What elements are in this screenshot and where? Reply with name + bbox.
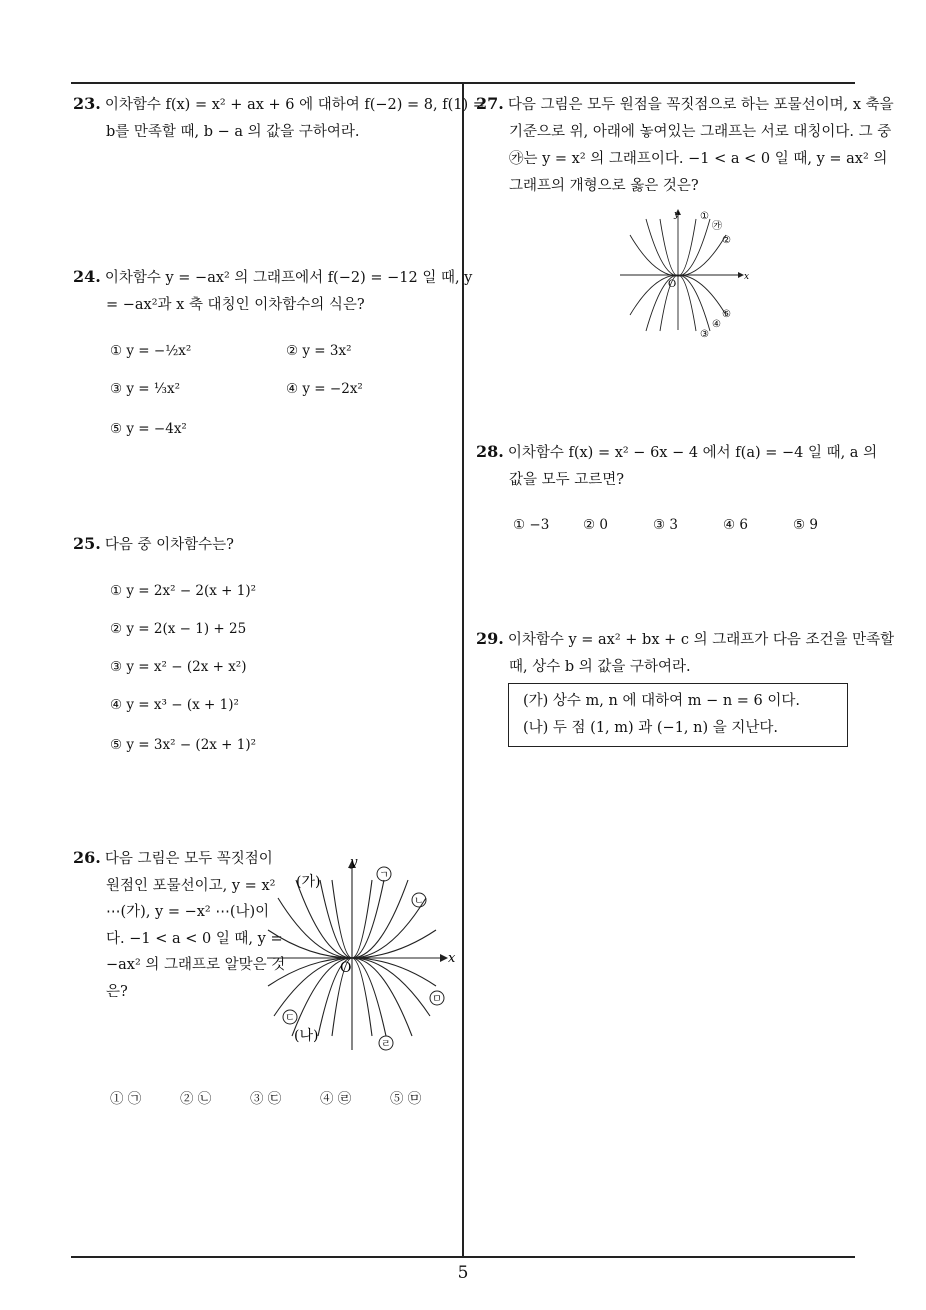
choice-1[interactable]: ① y = 2x² − 2(x + 1)² xyxy=(110,583,257,599)
graph-label: ② xyxy=(722,235,731,246)
parabola-figure-26 xyxy=(262,850,462,1055)
graph-label: x xyxy=(744,272,750,282)
graph-label: y xyxy=(350,855,358,870)
question-number: 29. xyxy=(476,629,504,648)
question-number: 23. xyxy=(73,94,101,113)
graph-label: y xyxy=(674,210,680,220)
choice-2[interactable]: ② ㉡ xyxy=(180,1091,212,1107)
choice-3[interactable]: ③ y = ⅓x² xyxy=(110,381,181,397)
graph-label: O xyxy=(340,960,352,976)
question-number: 26. xyxy=(73,848,101,867)
graph-label: (가) xyxy=(296,874,321,890)
graph-label: ④ xyxy=(712,319,721,330)
graph-label: ㅁ xyxy=(432,994,442,1005)
question-text: 이차함수 y = ax² + bx + c 의 그래프가 다음 조건을 만족할 때, 상수 b 의 값을 구하여라. xyxy=(507,632,895,675)
choice-2[interactable]: ② y = 2(x − 1) + 25 xyxy=(110,621,247,637)
choice-2[interactable]: ② 0 xyxy=(583,517,608,533)
choice-1[interactable]: ① y = −½x² xyxy=(110,343,192,359)
question-number: 25. xyxy=(73,534,101,553)
question-23 xyxy=(73,90,486,146)
question-text: 다음 중 이차함수는? xyxy=(104,537,234,553)
graph-label: ㄴ xyxy=(414,896,424,907)
condition-ga: (가) 상수 m, n 에 대하여 m − n = 6 이다. xyxy=(523,693,800,709)
choice-5[interactable]: ⑤ y = 3x² − (2x + 1)² xyxy=(110,737,257,753)
question-number: 28. xyxy=(476,442,504,461)
question-number: 27. xyxy=(476,94,504,113)
question-24 xyxy=(73,263,486,319)
column-divider xyxy=(462,82,464,1257)
choice-5[interactable]: ⑤ 9 xyxy=(793,517,818,533)
choice-4[interactable]: ④ y = −2x² xyxy=(286,381,363,397)
question-26 xyxy=(73,845,286,1005)
page-number: 5 xyxy=(457,1263,469,1283)
question-text: 이차함수 f(x) = x² − 6x − 4 에서 f(a) = −4 일 때, a 의 값을 모두 고르면? xyxy=(507,445,878,488)
graph-label: ③ xyxy=(700,329,709,340)
question-28 xyxy=(476,438,895,494)
choice-4[interactable]: ④ y = x³ − (x + 1)² xyxy=(110,697,239,713)
condition-na: (나) 두 점 (1, m) 과 (−1, n) 을 지난다. xyxy=(523,720,778,736)
graph-label: ㉮ xyxy=(712,221,722,232)
choice-4[interactable]: ④ ㉣ xyxy=(320,1091,352,1107)
question-text: 이차함수 y = −ax² 의 그래프에서 f(−2) = −12 일 때, y = −ax²과 x 축 대칭인 이차함수의 식은? xyxy=(104,270,473,313)
graph-label: ㄱ xyxy=(379,870,389,881)
choice-1[interactable]: ① −3 xyxy=(513,517,550,533)
choice-2[interactable]: ② y = 3x² xyxy=(286,343,352,359)
choice-4[interactable]: ④ 6 xyxy=(723,517,748,533)
question-text: 다음 그림은 모두 꼭짓점이 원점인 포물선이고, y = x² ⋯(가), y = −x² ⋯(나)이다. −1 < a < 0 일 때, y = −ax² 의 그래프로 알맞은 것은? xyxy=(104,851,286,1000)
question-27 xyxy=(476,90,895,200)
condition-box xyxy=(508,683,848,747)
graph-label: ㄹ xyxy=(381,1039,391,1050)
graph-label: ⑤ xyxy=(722,309,731,320)
graph-label: x xyxy=(448,951,456,966)
question-25 xyxy=(73,530,486,559)
parabola-figure-27 xyxy=(616,205,756,340)
graph-label: ㄷ xyxy=(285,1013,295,1024)
choice-3[interactable]: ③ 3 xyxy=(653,517,678,533)
choice-3[interactable]: ③ y = x² − (2x + x²) xyxy=(110,659,247,675)
question-29 xyxy=(476,625,895,681)
bottom-rule xyxy=(71,1256,855,1258)
graph-label: O xyxy=(668,279,677,290)
choice-1[interactable]: ① ㉠ xyxy=(110,1091,142,1107)
choice-5[interactable]: ⑤ ㉤ xyxy=(390,1091,422,1107)
choice-3[interactable]: ③ ㉢ xyxy=(250,1091,282,1107)
graph-label: (나) xyxy=(294,1028,319,1044)
choice-5[interactable]: ⑤ y = −4x² xyxy=(110,421,187,437)
graph-label: ① xyxy=(700,211,709,222)
question-text: 이차함수 f(x) = x² + ax + 6 에 대하여 f(−2) = 8, f(1) = b를 만족할 때, b − a 의 값을 구하여라. xyxy=(104,97,485,140)
question-text: 다음 그림은 모두 원점을 꼭짓점으로 하는 포물선이며, x 축을 기준으로 위, 아래에 놓여있는 그래프는 서로 대칭이다. 그 중 ㉮는 y = x² 의 그래프이다. −1 < a < 0 일 때, y = ax² 의 그래프의 개형으로 옳은 것은? xyxy=(507,97,894,194)
question-number: 24. xyxy=(73,267,101,286)
